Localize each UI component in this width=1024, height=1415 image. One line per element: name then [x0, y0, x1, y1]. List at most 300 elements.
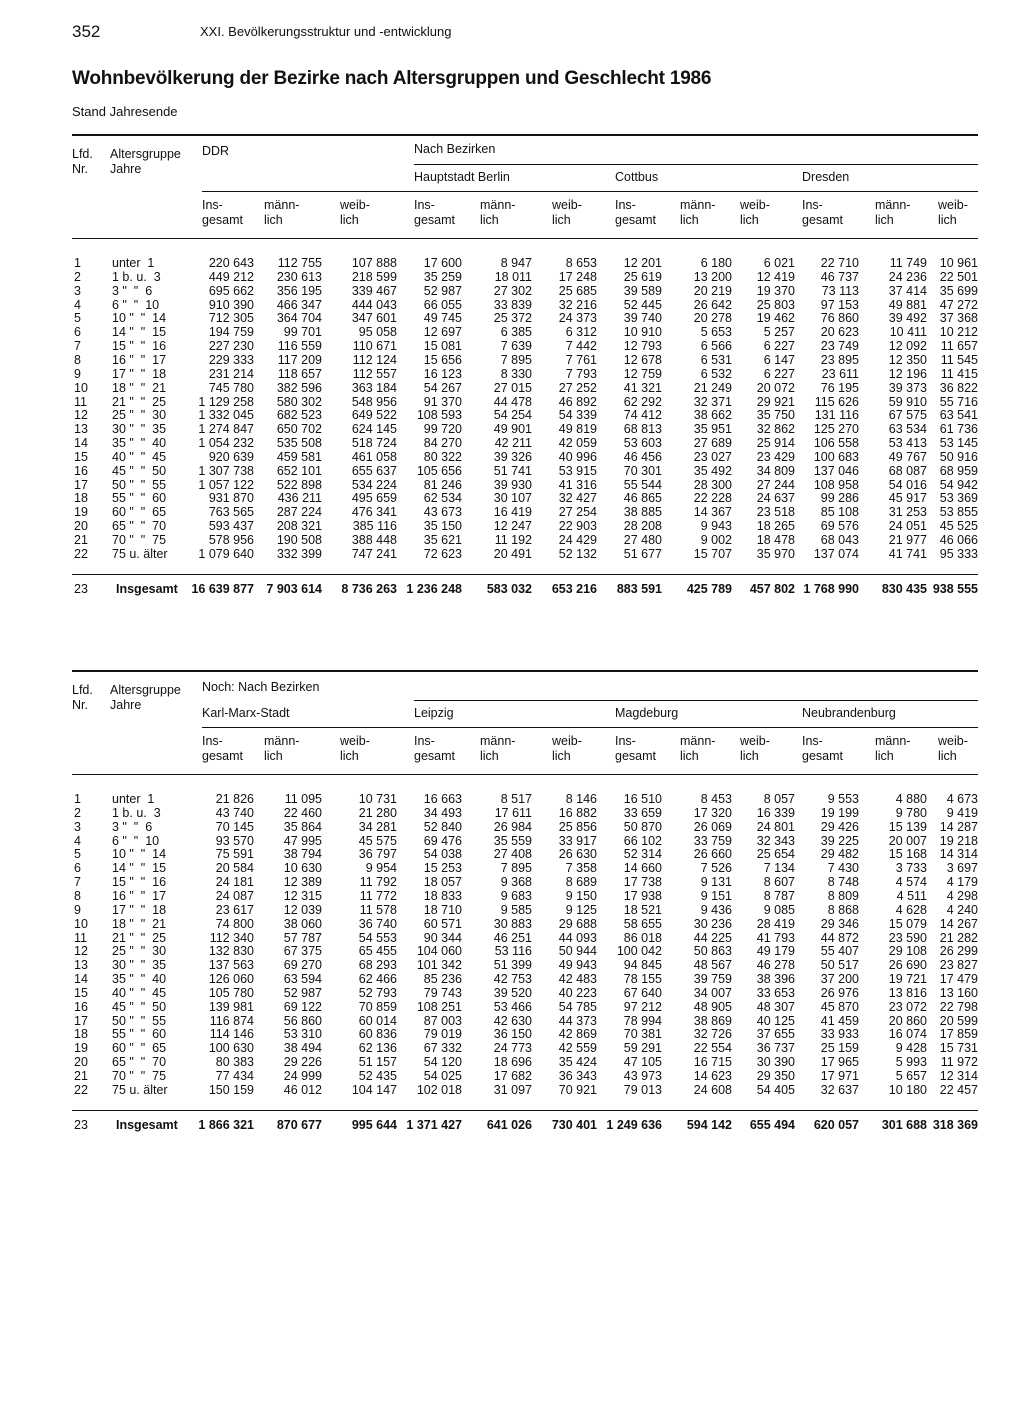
table-cell: 12 092 — [888, 339, 927, 354]
row-number: 8 — [74, 888, 81, 903]
table-cell: 38 494 — [283, 1041, 322, 1056]
table-cell: 86 018 — [623, 930, 662, 945]
table-cell: 17 938 — [623, 888, 662, 903]
table-cell: 49 881 — [888, 297, 927, 312]
table-cell: 137 074 — [813, 546, 859, 561]
table-cell: 24 051 — [888, 519, 927, 534]
table-cell: 78 994 — [623, 1013, 662, 1028]
table-cell: 24 373 — [558, 311, 597, 326]
table-cell: 26 642 — [693, 297, 732, 312]
table-cell: 11 657 — [940, 339, 978, 354]
table-cell: 57 787 — [283, 930, 322, 945]
age-group-label: 40 " " 45 — [112, 985, 167, 1000]
table-cell: 54 553 — [358, 930, 397, 945]
table-cell: 287 224 — [276, 505, 322, 520]
table-cell: 4 179 — [946, 875, 978, 890]
table-cell: 50 517 — [820, 958, 859, 973]
table-cell: 32 343 — [756, 833, 795, 848]
table-cell: 72 623 — [423, 546, 462, 561]
table-cell: 16 882 — [558, 805, 597, 820]
table-cell: 62 534 — [423, 491, 462, 506]
table-cell: 17 859 — [939, 1027, 978, 1042]
table-cell: 26 299 — [939, 944, 978, 959]
table-cell: 10 910 — [623, 325, 662, 340]
table-cell: 12 039 — [283, 902, 322, 917]
table-cell: 54 254 — [493, 408, 532, 423]
table-cell: 14 623 — [693, 1069, 732, 1083]
table-cell: 56 860 — [283, 1013, 322, 1028]
table-cell: 46 012 — [283, 1082, 322, 1097]
table-cell: 10 411 — [889, 325, 927, 340]
table-cell: 21 249 — [693, 380, 732, 395]
table-cell: 22 554 — [693, 1041, 732, 1056]
row-number: 22 — [74, 1082, 88, 1097]
subheader-insgesamt: Ins- gesamt — [802, 198, 843, 227]
age-group-label: 17 " " 18 — [112, 902, 167, 917]
table-cell: 52 132 — [558, 546, 597, 561]
table-cell: 46 865 — [623, 491, 662, 506]
table-cell: 14 267 — [939, 916, 978, 931]
table-cell: 76 860 — [820, 311, 859, 326]
table-cell: 364 704 — [276, 311, 322, 326]
age-group-label: 18 " " 21 — [112, 380, 167, 395]
table-cell: 747 241 — [351, 546, 397, 561]
total-cell: 7 903 614 — [266, 582, 322, 596]
table-cell: 24 637 — [756, 491, 795, 506]
table-cell: 444 043 — [351, 297, 397, 312]
table-cell: 36 150 — [493, 1027, 532, 1042]
table-ddr-berlin-cottbus-dresden — [72, 134, 978, 604]
table-cell: 36 797 — [358, 847, 397, 862]
table-cell: 5 257 — [763, 325, 795, 340]
age-group-label: 1 b. u. 3 — [112, 805, 161, 820]
table-cell: 3 697 — [946, 861, 978, 876]
row-number: 21 — [74, 533, 88, 547]
table-cell: 53 603 — [623, 436, 662, 450]
table-cell: 332 399 — [276, 546, 322, 561]
table-cell: 29 482 — [820, 847, 859, 862]
table-cell: 10 630 — [283, 861, 322, 876]
table-cell: 23 749 — [820, 339, 859, 354]
table-cell: 47 272 — [939, 297, 978, 312]
total-cell: 995 644 — [351, 1118, 397, 1132]
table-cell: 137 563 — [208, 958, 254, 973]
table-cell: 23 617 — [215, 902, 254, 917]
subheader-insgesamt: Ins- gesamt — [615, 734, 656, 763]
table-cell: 12 697 — [423, 325, 462, 340]
age-group-label: 70 " " 75 — [112, 1069, 167, 1083]
table-cell: 23 895 — [820, 352, 859, 367]
row-number: 11 — [74, 394, 87, 409]
table-cell: 60 014 — [358, 1013, 397, 1028]
total-rule — [72, 1110, 978, 1111]
table-cell: 19 199 — [820, 805, 859, 820]
table-cell: 1 332 045 — [198, 408, 254, 423]
header-nach-bezirken: Nach Bezirken — [414, 142, 496, 156]
total-row-number: 23 — [74, 1118, 88, 1132]
table-cell: 18 696 — [493, 1055, 532, 1070]
table-cell: 35 559 — [493, 833, 532, 848]
header-noch-nach-bezirken: Noch: Nach Bezirken — [202, 680, 320, 694]
table-cell: 53 855 — [939, 505, 978, 520]
header-bezirk-0: Karl-Marx-Stadt — [202, 706, 290, 720]
table-cell: 51 399 — [493, 958, 532, 973]
table-cell: 4 240 — [946, 902, 978, 917]
table-cell: 29 226 — [283, 1055, 322, 1070]
table-cell: 26 984 — [493, 819, 532, 834]
table-cell: 9 151 — [700, 888, 732, 903]
age-group-label: 50 " " 55 — [112, 1013, 167, 1028]
table-cell: 6 531 — [700, 352, 732, 367]
row-number: 13 — [74, 958, 88, 973]
table-cell: 42 869 — [558, 1027, 597, 1042]
table-cell: 32 216 — [558, 297, 597, 312]
table-cell: 63 594 — [283, 972, 322, 986]
table-cell: 9 419 — [946, 805, 978, 820]
table-cell: 38 794 — [283, 847, 322, 862]
table-cell: 35 864 — [283, 819, 322, 834]
table-cell: 18 833 — [423, 888, 462, 903]
table-cell: 9 780 — [895, 805, 927, 820]
table-cell: 8 868 — [827, 902, 859, 917]
table-cell: 6 227 — [763, 339, 795, 354]
table-cell: 12 247 — [493, 519, 532, 534]
table-cell: 14 660 — [623, 861, 662, 876]
table-cell: 12 419 — [756, 269, 795, 284]
table-cell: 20 007 — [888, 833, 927, 848]
age-group-label: 60 " " 65 — [112, 1041, 167, 1056]
table-cell: 52 840 — [423, 819, 462, 834]
table-cell: 12 201 — [623, 256, 662, 270]
table-cell: 1 129 258 — [198, 394, 254, 409]
table-cell: 84 270 — [423, 436, 462, 450]
table-cell: 20 584 — [215, 861, 254, 876]
table-cell: 12 759 — [623, 366, 662, 381]
header-altersgruppe: Altersgruppe Jahre — [110, 683, 181, 712]
table-cell: 1 079 640 — [198, 546, 254, 561]
table-cell: 48 567 — [693, 958, 732, 973]
table-cell: 23 518 — [756, 505, 795, 520]
table-cell: 49 943 — [558, 958, 597, 973]
table-cell: 6 021 — [763, 256, 795, 270]
table-cell: 21 282 — [939, 930, 978, 945]
row-number: 15 — [74, 449, 88, 464]
table-cell: 35 699 — [939, 283, 978, 298]
age-group-label: 25 " " 30 — [112, 408, 167, 423]
table-cell: 27 408 — [493, 847, 532, 862]
table-cell: 49 745 — [423, 311, 462, 326]
table-cell: 649 522 — [351, 408, 397, 423]
table-cell: 745 780 — [208, 380, 254, 395]
table-cell: 69 270 — [283, 958, 322, 973]
table-cell: 14 287 — [939, 819, 978, 834]
row-number: 2 — [74, 805, 81, 820]
table-cell: 16 663 — [423, 792, 462, 806]
table-cell: 104 147 — [351, 1082, 397, 1097]
table-cell: 112 755 — [277, 256, 322, 270]
table-cell: 42 753 — [493, 972, 532, 986]
subheader-maennlich: männ- lich — [480, 198, 516, 227]
table-cell: 102 018 — [416, 1082, 462, 1097]
table-cell: 37 200 — [820, 972, 859, 986]
age-group-label: 14 " " 15 — [112, 325, 167, 340]
table-cell: 8 689 — [565, 875, 597, 890]
table-cell: 80 383 — [215, 1055, 254, 1070]
row-number: 6 — [74, 861, 81, 876]
table-cell: 27 244 — [756, 477, 795, 492]
table-cell: 7 793 — [565, 366, 597, 381]
table-cell: 54 785 — [558, 999, 597, 1014]
subheader-maennlich: männ- lich — [680, 734, 716, 763]
table-cell: 25 654 — [756, 847, 795, 862]
table-cell: 116 874 — [209, 1013, 254, 1028]
subheader-weiblich: weib- lich — [740, 198, 770, 227]
table-cell: 1 057 122 — [198, 477, 254, 492]
total-cell: 620 057 — [813, 1118, 859, 1132]
table-cell: 33 653 — [756, 985, 795, 1000]
subheader-rule — [202, 191, 978, 192]
subheader-weiblich: weib- lich — [938, 198, 968, 227]
table-cell: 194 759 — [208, 325, 254, 340]
table-cell: 8 607 — [763, 875, 795, 890]
table-cell: 100 683 — [813, 449, 859, 464]
table-cell: 34 493 — [423, 805, 462, 820]
row-number: 11 — [74, 930, 87, 945]
table-cell: 49 767 — [888, 449, 927, 464]
header-bezirk-1: Leipzig — [414, 706, 454, 720]
table-cell: 17 611 — [494, 805, 532, 820]
table-cell: 39 589 — [623, 283, 662, 298]
table-cell: 356 195 — [276, 283, 322, 298]
table-cell: 763 565 — [208, 505, 254, 520]
table-cell: 99 286 — [820, 491, 859, 506]
table-cell: 55 544 — [623, 477, 662, 492]
table-cell: 34 281 — [358, 819, 397, 834]
table-cell: 52 445 — [623, 297, 662, 312]
table-cell: 593 437 — [208, 519, 254, 534]
table-karlmarxstadt-leipzig-magdeburg-neubrandenburg — [72, 670, 978, 1140]
row-number: 4 — [74, 833, 81, 848]
table-cell: 52 435 — [358, 1069, 397, 1083]
age-group-label: 50 " " 55 — [112, 477, 167, 492]
table-cell: 61 736 — [939, 422, 978, 437]
table-cell: 54 405 — [756, 1082, 795, 1097]
age-group-label: 1 b. u. 3 — [112, 269, 161, 284]
age-group-label: 14 " " 15 — [112, 861, 167, 876]
table-cell: 10 961 — [939, 256, 978, 270]
table-cell: 100 042 — [616, 944, 662, 959]
row-number: 14 — [74, 972, 88, 986]
row-number: 9 — [74, 366, 81, 381]
table-cell: 112 340 — [209, 930, 254, 945]
table-cell: 20 860 — [888, 1013, 927, 1028]
age-group-label: 65 " " 70 — [112, 1055, 167, 1070]
total-cell: 425 789 — [686, 582, 732, 596]
row-number: 7 — [74, 339, 81, 354]
table-cell: 624 145 — [351, 422, 397, 437]
row-number: 4 — [74, 297, 81, 312]
table-cell: 4 298 — [946, 888, 978, 903]
table-cell: 339 467 — [351, 283, 397, 298]
total-cell: 16 639 877 — [191, 582, 254, 596]
row-number: 9 — [74, 902, 81, 917]
table-cell: 75 591 — [215, 847, 254, 862]
table-cell: 695 662 — [208, 283, 254, 298]
table-cell: 43 740 — [215, 805, 254, 820]
header-bezirk-0: Hauptstadt Berlin — [414, 170, 510, 184]
table-cell: 67 640 — [623, 985, 662, 1000]
table-cell: 8 809 — [827, 888, 859, 903]
row-number: 1 — [74, 256, 81, 270]
table-cell: 41 321 — [623, 380, 662, 395]
age-group-label: 15 " " 16 — [112, 875, 167, 890]
table-cell: 11 578 — [359, 902, 397, 917]
total-cell: 1 371 427 — [406, 1118, 462, 1132]
table-cell: 578 956 — [208, 533, 254, 547]
total-cell: 1 236 248 — [406, 582, 462, 596]
table-cell: 38 869 — [693, 1013, 732, 1028]
table-cell: 54 942 — [939, 477, 978, 492]
table-cell: 118 657 — [277, 366, 322, 381]
table-cell: 30 390 — [756, 1055, 795, 1070]
table-cell: 9 131 — [700, 875, 732, 890]
table-cell: 54 339 — [558, 408, 597, 423]
table-cell: 87 003 — [423, 1013, 462, 1028]
table-cell: 7 639 — [500, 339, 532, 354]
table-cell: 12 350 — [888, 352, 927, 367]
row-number: 20 — [74, 519, 88, 534]
table-cell: 208 321 — [276, 519, 322, 534]
table-cell: 29 688 — [558, 916, 597, 931]
table-cell: 11 415 — [940, 366, 978, 381]
age-group-label: 70 " " 75 — [112, 533, 167, 547]
table-cell: 20 623 — [820, 325, 859, 340]
table-cell: 682 523 — [276, 408, 322, 423]
table-cell: 712 305 — [208, 311, 254, 326]
subheader-maennlich: männ- lich — [875, 734, 911, 763]
table-cell: 10 212 — [939, 325, 978, 340]
table-cell: 48 905 — [693, 999, 732, 1014]
table-cell: 24 087 — [215, 888, 254, 903]
row-number: 12 — [74, 944, 88, 959]
table-cell: 35 951 — [693, 422, 732, 437]
table-cell: 63 534 — [888, 422, 927, 437]
table-cell: 41 793 — [756, 930, 795, 945]
age-group-label: unter 1 — [112, 256, 155, 270]
table-cell: 466 347 — [276, 297, 322, 312]
table-cell: 12 678 — [623, 352, 662, 367]
row-number: 20 — [74, 1055, 88, 1070]
table-cell: 29 426 — [820, 819, 859, 834]
table-cell: 36 822 — [939, 380, 978, 395]
row-number: 6 — [74, 325, 81, 340]
table-cell: 44 478 — [493, 394, 532, 409]
table-cell: 60 836 — [358, 1027, 397, 1042]
table-cell: 26 069 — [693, 819, 732, 834]
table-cell: 19 721 — [888, 972, 927, 986]
table-cell: 4 574 — [895, 875, 927, 890]
table-cell: 40 223 — [558, 985, 597, 1000]
table-cell: 16 715 — [693, 1055, 732, 1070]
subheader-weiblich: weib- lich — [552, 734, 582, 763]
table-cell: 68 959 — [939, 463, 978, 478]
header-lfd-nr: Lfd. Nr. — [72, 147, 93, 176]
table-cell: 44 225 — [693, 930, 732, 945]
row-number: 5 — [74, 311, 81, 326]
row-number: 10 — [74, 916, 88, 931]
table-cell: 54 025 — [423, 1069, 462, 1083]
table-cell: 10 180 — [888, 1082, 927, 1097]
table-cell: 53 310 — [283, 1027, 322, 1042]
table-cell: 69 476 — [423, 833, 462, 848]
table-cell: 534 224 — [351, 477, 397, 492]
table-cell: 9 436 — [700, 902, 732, 917]
table-cell: 9 683 — [500, 888, 532, 903]
table-cell: 53 915 — [558, 463, 597, 478]
table-cell: 16 074 — [888, 1027, 927, 1042]
age-group-label: 10 " " 14 — [112, 311, 167, 326]
table-cell: 81 246 — [423, 477, 462, 492]
table-cell: 388 448 — [351, 533, 397, 547]
table-cell: 114 146 — [209, 1027, 254, 1042]
table-cell: 41 316 — [558, 477, 597, 492]
table-cell: 17 320 — [693, 805, 732, 820]
table-cell: 126 060 — [208, 972, 254, 986]
table-cell: 29 346 — [820, 916, 859, 931]
subheader-insgesamt: Ins- gesamt — [202, 198, 243, 227]
table-cell: 7 895 — [500, 352, 532, 367]
table-cell: 62 466 — [358, 972, 397, 986]
age-group-label: 35 " " 40 — [112, 972, 167, 986]
page-number: 352 — [72, 22, 101, 41]
row-number: 3 — [74, 283, 81, 298]
table-cell: 46 737 — [820, 269, 859, 284]
age-group-label: 55 " " 60 — [112, 491, 167, 506]
table-cell: 52 314 — [623, 847, 662, 862]
table-cell: 476 341 — [351, 505, 397, 520]
table-cell: 35 621 — [423, 533, 462, 547]
table-cell: 15 168 — [888, 847, 927, 862]
table-cell: 33 759 — [693, 833, 732, 848]
table-cell: 39 326 — [493, 449, 532, 464]
row-number: 16 — [74, 463, 88, 478]
table-cell: 5 657 — [895, 1069, 927, 1083]
table-cell: 16 123 — [423, 366, 462, 381]
table-cell: 495 659 — [351, 491, 397, 506]
table-cell: 77 434 — [215, 1069, 254, 1083]
table-cell: 54 038 — [423, 847, 462, 862]
table-cell: 6 385 — [500, 325, 532, 340]
table-cell: 13 200 — [693, 269, 732, 284]
total-cell: 1 866 321 — [198, 1118, 254, 1132]
table-cell: 8 453 — [700, 792, 732, 806]
table-cell: 4 511 — [896, 888, 927, 903]
table-cell: 45 575 — [358, 833, 397, 848]
table-cell: 8 748 — [827, 875, 859, 890]
table-cell: 449 212 — [208, 269, 254, 284]
age-group-label: 3 " " 6 — [112, 819, 153, 834]
table-cell: 15 656 — [423, 352, 462, 367]
row-number: 17 — [74, 1013, 88, 1028]
table-cell: 25 619 — [623, 269, 662, 284]
table-cell: 4 673 — [946, 792, 978, 806]
table-cell: 12 314 — [939, 1069, 978, 1083]
table-cell: 66 055 — [423, 297, 462, 312]
table-cell: 548 956 — [351, 394, 397, 409]
table-cell: 79 013 — [623, 1082, 662, 1097]
table-cell: 32 637 — [820, 1082, 859, 1097]
table-cell: 39 373 — [888, 380, 927, 395]
